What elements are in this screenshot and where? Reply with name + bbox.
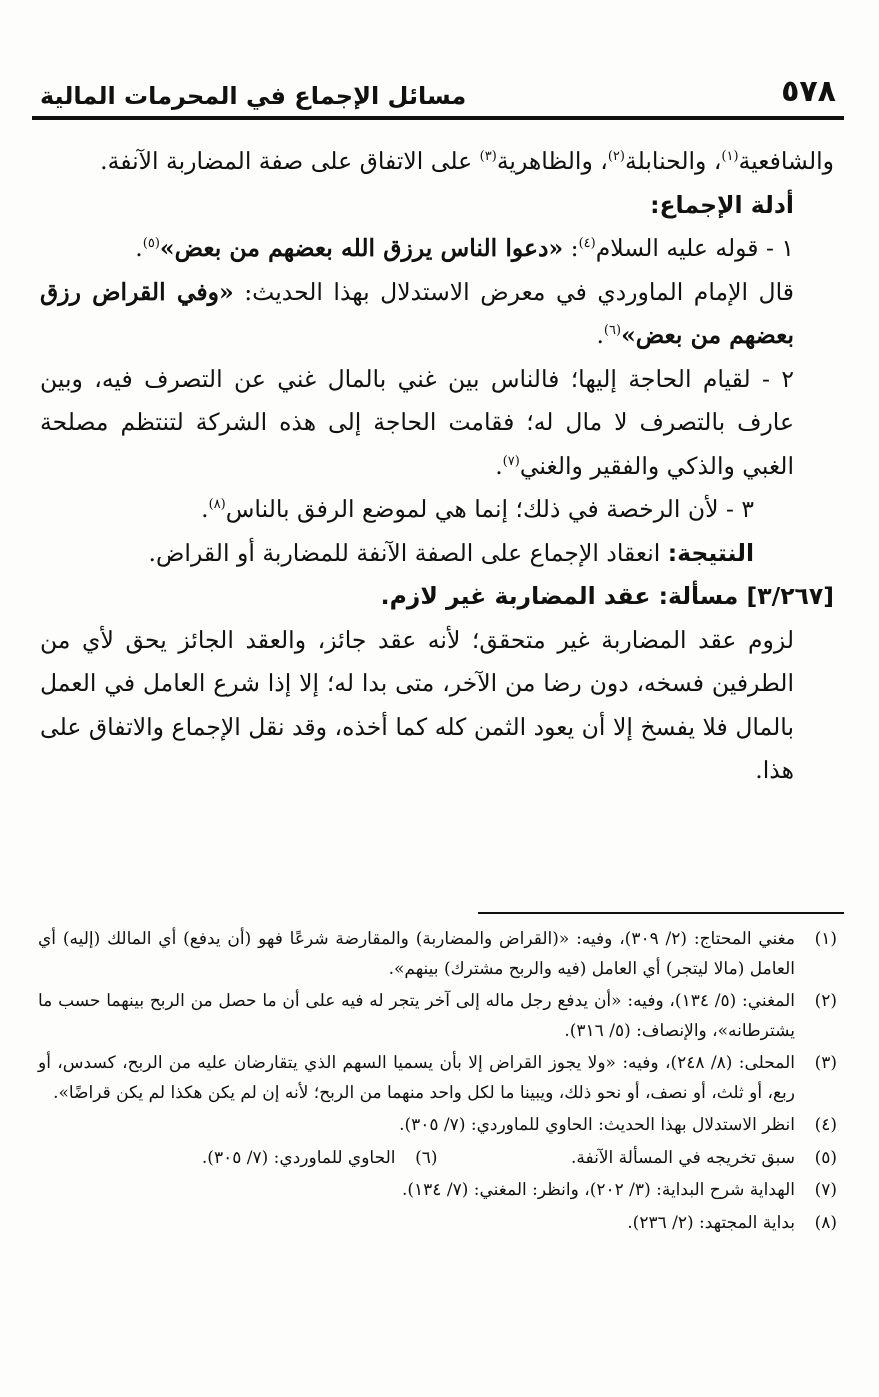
issue-paragraph: لزوم عقد المضاربة غير متحقق؛ لأنه عقد جائز، والعقد الجائز يحق لأي من الطرفين فسخه، دون رضا من الآخر، متى بدا له؛ إلا إذا شرع العامل في العمل بالمال فلا يفسخ إلا أن يعود الثمن كله كما أخذه، وقد نقل الإجماع والاتفاق على هذا. — [40, 625, 794, 784]
footnotes — [38, 925, 837, 1241]
hadith-quote: «دعوا الناس يرزق الله بعضهم من بعض» — [159, 234, 564, 262]
footnote-2: (٢) المغني: (٥/ ١٣٤)، وفيه: «أن يدفع رجل ماله إلى آخر يتجر له فيه على أن ما حصل من الربح بينهما حسب ما يشترطانه»، والإنصاف: (٥/ ٣١٦). — [38, 991, 837, 1041]
footnote-4: (٤) انظر الاستدلال بهذا الحديث: الحاوي للماوردي: (٧/ ٣٠٥). — [399, 1115, 837, 1135]
mawardi-quote: «وفي القراض رزق بعضهم من بعض» — [40, 277, 794, 349]
footnote-5: (٥) سبق تخريجه في المسألة الآنفة. — [570, 1147, 837, 1168]
paragraph-schools: والشافعية$^{(١)}$، والحنابلة$^{(٢)}$، والظاهرية$^{(٣)}$ على الاتفاق على صفة المضاربة الآنفة. — [100, 147, 834, 175]
page-header — [32, 72, 844, 120]
issue-number: [٣/٢٦٧] — [746, 582, 834, 610]
evidence-heading: أدلة الإجماع: — [650, 190, 794, 219]
footnote-7: (٧) الهداية شرح البداية: (٣/ ٢٠٢)، وانظر: المغني: (٧/ ١٣٤). — [402, 1180, 837, 1200]
evidence-3: ٣ - لأن الرخصة في ذلك؛ إنما هي لموضع الرفق بالناس$^{(٨)}$. — [201, 495, 754, 523]
footnote-pair-5-6 — [38, 1144, 837, 1177]
footnote-3: (٣) المحلى: (٨/ ٢٤٨)، وفيه: «ولا يجوز القراض إلا بأن يسميا السهم الذي يتقارضان عليه من الربح، كسدس، أو ربع، أو ثلث، أو نصف، أو نحو ذلك، ويبينا ما لكل واحد منهما من الربح؛ لأنه إن لم يكن هكذا لم يكن قراضًا». — [38, 1053, 837, 1103]
issue-title: عقد المضاربة غير لازم. — [380, 582, 651, 610]
evidence-1: ١ - قوله عليه السلام$^{(٤)}$: «دعوا الناس يرزق الله بعضهم من بعض»$^{(٥)}$. — [135, 234, 794, 262]
footnote-6: (٦) الحاوي للماوردي: (٧/ ٣٠٥). — [201, 1147, 438, 1168]
running-title: مسائل الإجماع في المحرمات المالية — [40, 82, 467, 110]
main-text — [40, 140, 834, 793]
header-rule — [32, 116, 844, 120]
footnote-8: (٨) بداية المجتهد: (٢/ ٢٣٦). — [627, 1212, 837, 1233]
result-label: النتيجة: — [667, 538, 754, 567]
issue-heading: [٣/٢٦٧] مسألة: عقد المضاربة غير لازم. — [380, 582, 834, 610]
page-number: ٥٧٨ — [781, 74, 836, 109]
result-paragraph: النتيجة: انعقاد الإجماع على الصفة الآنفة للمضاربة أو القراض. — [148, 538, 754, 567]
mawardi-paragraph: قال الإمام الماوردي في معرض الاستدلال بهذا الحديث: «وفي القراض رزق بعضهم من بعض»$^{(٦)}$. — [40, 277, 794, 349]
footnote-1: (١) مغني المحتاج: (٢/ ٣٠٩)، وفيه: «(القراض والمضاربة) والمقارضة شرعًا فهو (أن يدفع) أي المالك (إليه) أي العامل (مالا ليتجر) أي العامل (فيه والربح مشترك) بينهم». — [38, 929, 837, 979]
evidence-2: ٢ - لقيام الحاجة إليها؛ فالناس بين غني بالمال غني عن التصرف فيه، وبين عارف بالتصرف لا مال له؛ فقامت الحاجة إلى هذه الشركة لتنتظم مصلحة الغبي والذكي والفقير والغني$^{(٧)}$. — [40, 364, 794, 480]
footnote-separator — [478, 912, 844, 914]
